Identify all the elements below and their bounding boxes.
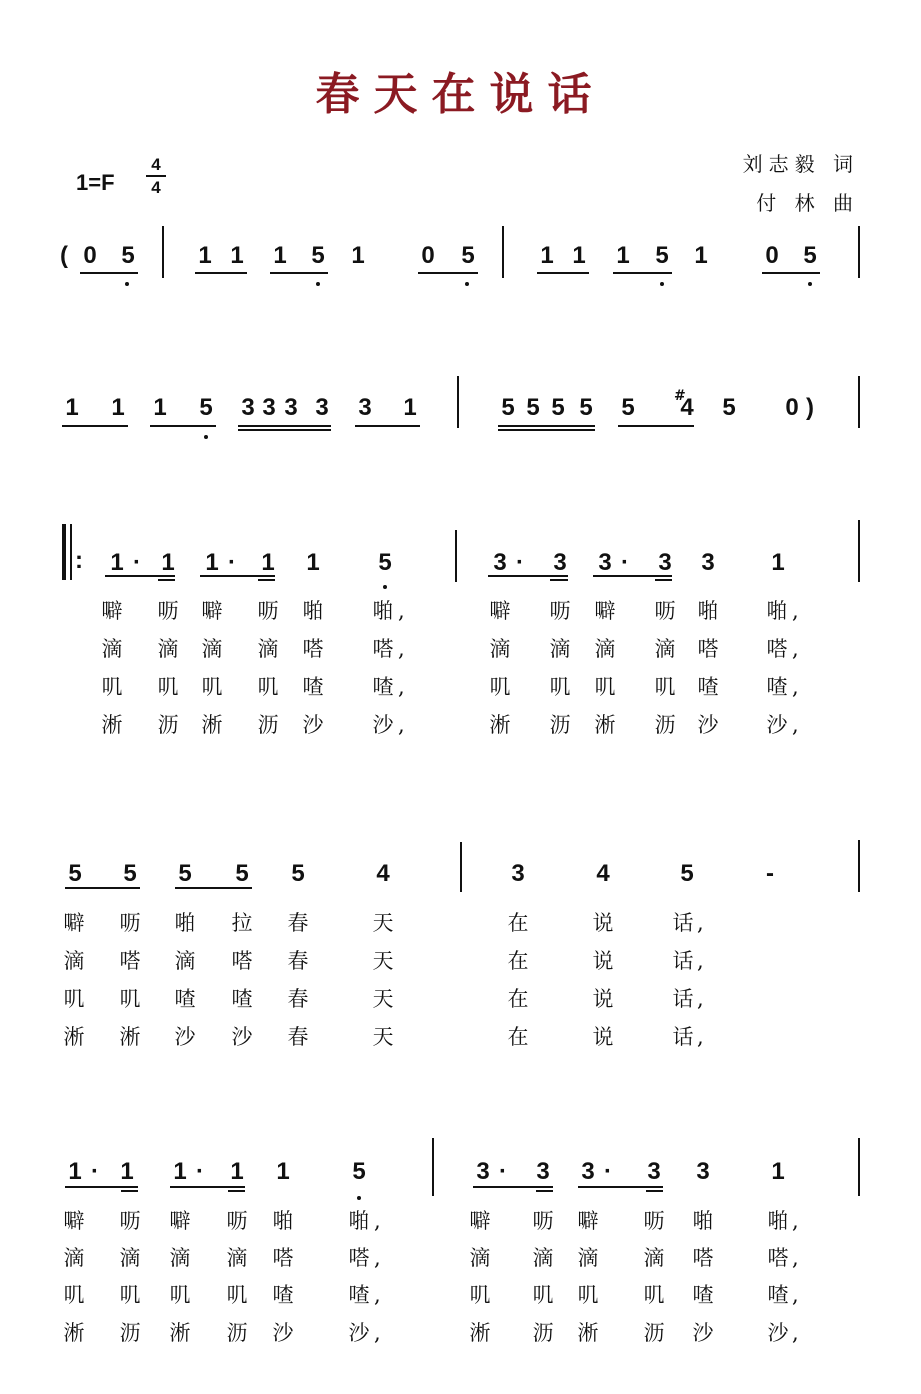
lyric-char: 叽 <box>257 675 279 699</box>
lyric-char: 嗒 <box>767 1246 789 1270</box>
lyric-char: 滴 <box>532 1246 554 1270</box>
intro-note: 1 <box>694 242 708 269</box>
lyric-char: 沙 <box>272 1321 294 1345</box>
intro-note: 1 <box>198 242 212 269</box>
lyric-comma: , <box>398 599 405 623</box>
lyric-char: 沙 <box>372 713 394 737</box>
key-signature: 1=F <box>76 170 115 195</box>
lyric-char: 淅 <box>489 713 511 737</box>
lyric-char: 淅 <box>594 713 616 737</box>
lyric-char: 滴 <box>257 637 279 661</box>
lyric-char: 沙 <box>692 1321 714 1345</box>
octave-dot <box>465 282 469 286</box>
sixteenth-underline <box>655 579 672 581</box>
lyric-char: 沙 <box>348 1321 370 1345</box>
intro-note: 1 <box>111 394 125 421</box>
lyric-char: 喳 <box>302 675 324 699</box>
bar-line <box>858 1138 860 1196</box>
intro-note: 1 <box>616 242 630 269</box>
verse-note: 1 <box>205 549 219 576</box>
intro-note: 5 <box>311 242 325 269</box>
sharp-sign: # <box>674 388 686 404</box>
lyric-char: 喳 <box>766 675 788 699</box>
lyric-char: 在 <box>507 987 529 1011</box>
composer-credit: 付 林 曲 <box>756 191 859 215</box>
intro-note: 5 <box>199 394 213 421</box>
intro-note: 1 <box>65 394 79 421</box>
verse-note: 3 <box>581 1158 595 1185</box>
intro-note: 5 <box>803 242 817 269</box>
verse-note: 1 <box>68 1158 82 1185</box>
song-title: 春天在说话 <box>315 69 606 120</box>
verse-note: · <box>516 549 524 576</box>
intro-note: 3 <box>241 394 255 421</box>
lyric-char: 沥 <box>119 1321 141 1345</box>
lyric-char: 叽 <box>549 675 571 699</box>
eighth-underline <box>195 272 247 274</box>
lyric-char: 淅 <box>577 1321 599 1345</box>
lyric-char: 啪 <box>302 599 324 623</box>
lyric-char: 喳 <box>767 1283 789 1307</box>
lyric-char: 沙 <box>697 713 719 737</box>
eighth-underline <box>175 887 252 889</box>
lyric-char: 说 <box>592 1025 614 1049</box>
eighth-underline <box>618 425 694 427</box>
verse-note: 3 <box>658 549 672 576</box>
lyric-char: 嗒 <box>692 1246 714 1270</box>
lyric-comma: , <box>792 675 799 699</box>
lyric-comma: , <box>792 637 799 661</box>
lyric-char: 沥 <box>643 1321 665 1345</box>
lyric-comma: , <box>374 1209 381 1233</box>
lyric-char: 啪 <box>348 1209 370 1233</box>
verse-note: 4 <box>376 860 390 887</box>
lyric-char: 淅 <box>63 1025 85 1049</box>
verse-note: 5 <box>291 860 305 887</box>
verse-note: 3 <box>553 549 567 576</box>
lyric-char: 说 <box>592 949 614 973</box>
lyric-char: 噼 <box>101 599 123 623</box>
verse-note: 4 <box>596 860 610 887</box>
eighth-underline <box>65 1186 138 1188</box>
intro-note: 1 <box>403 394 417 421</box>
lyric-comma: , <box>398 713 405 737</box>
lyric-char: 淅 <box>169 1321 191 1345</box>
intro-note: 1 <box>351 242 365 269</box>
eighth-underline <box>238 425 331 427</box>
lyric-char: 滴 <box>549 637 571 661</box>
lyric-char: 滴 <box>63 949 85 973</box>
lyric-char: 沙 <box>767 1321 789 1345</box>
lyric-char: 呖 <box>226 1209 248 1233</box>
verse-note: · <box>196 1158 204 1185</box>
verse-note: 3 <box>511 860 525 887</box>
lyric-char: 话 <box>672 949 694 973</box>
sixteenth-underline <box>498 429 595 431</box>
verse-note: 5 <box>352 1158 366 1185</box>
sixteenth-underline <box>228 1190 245 1192</box>
lyric-char: 滴 <box>63 1246 85 1270</box>
lyric-char: 滴 <box>169 1246 191 1270</box>
lyric-char: 叽 <box>119 1283 141 1307</box>
lyric-char: 噼 <box>201 599 223 623</box>
lyric-char: 话 <box>672 911 694 935</box>
lyric-char: 喳 <box>372 675 394 699</box>
intro-note: 0 <box>83 242 97 269</box>
verse-note: · <box>621 549 629 576</box>
verse-note: 1 <box>230 1158 244 1185</box>
eighth-underline <box>473 1186 553 1188</box>
lyric-char: 话 <box>672 1025 694 1049</box>
lyric-char: 嗒 <box>272 1246 294 1270</box>
bar-line <box>455 530 457 582</box>
lyric-char: 沙 <box>231 1025 253 1049</box>
lyric-char: 叽 <box>226 1283 248 1307</box>
octave-dot <box>316 282 320 286</box>
lyric-comma: , <box>697 987 704 1011</box>
octave-dot <box>383 585 387 589</box>
sixteenth-underline <box>646 1190 663 1192</box>
verse-note: 3 <box>701 549 715 576</box>
lyric-char: 叽 <box>469 1283 491 1307</box>
lyric-char: 春 <box>287 987 309 1011</box>
verse-note: · <box>604 1158 612 1185</box>
lyric-char: 沙 <box>174 1025 196 1049</box>
lyric-char: 沥 <box>549 713 571 737</box>
eighth-underline <box>65 887 140 889</box>
lyric-char: 喳 <box>231 987 253 1011</box>
lyric-char: 说 <box>592 987 614 1011</box>
intro-note: 5 <box>461 242 475 269</box>
verse-note: 1 <box>173 1158 187 1185</box>
eighth-underline <box>578 1186 663 1188</box>
lyric-char: 呖 <box>119 911 141 935</box>
lyric-char: 滴 <box>174 949 196 973</box>
intro-note: 5 <box>722 394 736 421</box>
lyric-comma: , <box>792 1321 799 1345</box>
lyric-char: 天 <box>372 1025 394 1049</box>
lyric-comma: , <box>792 1246 799 1270</box>
intro-note: 0 <box>421 242 435 269</box>
lyric-char: 呖 <box>654 599 676 623</box>
sixteenth-underline <box>121 1190 138 1192</box>
lyric-comma: , <box>374 1246 381 1270</box>
verse-note: 1 <box>306 549 320 576</box>
lyric-char: 春 <box>287 949 309 973</box>
lyric-comma: , <box>792 599 799 623</box>
lyric-char: 在 <box>507 949 529 973</box>
intro-note: 4 <box>680 394 694 421</box>
verse-note: 1 <box>120 1158 134 1185</box>
intro-note: 1 <box>230 242 244 269</box>
lyric-char: 滴 <box>594 637 616 661</box>
lyric-char: 啪 <box>692 1209 714 1233</box>
intro-note: 1 <box>540 242 554 269</box>
lyric-char: 滴 <box>643 1246 665 1270</box>
lyric-char: 啪 <box>174 911 196 935</box>
sixteenth-underline <box>258 579 275 581</box>
verse-note: 5 <box>680 860 694 887</box>
intro-note: 0 <box>785 394 799 421</box>
octave-dot <box>660 282 664 286</box>
lyricist-credit: 刘志毅 词 <box>742 152 859 176</box>
time-signature-line <box>146 175 166 177</box>
lyric-char: 春 <box>287 1025 309 1049</box>
lyric-char: 呖 <box>257 599 279 623</box>
lyric-char: 天 <box>372 911 394 935</box>
verse-note: · <box>228 549 236 576</box>
lyric-char: 春 <box>287 911 309 935</box>
lyric-char: 噼 <box>469 1209 491 1233</box>
lyric-char: 嗒 <box>766 637 788 661</box>
verse-note: 3 <box>536 1158 550 1185</box>
lyric-char: 嗒 <box>231 949 253 973</box>
lyric-char: 在 <box>507 911 529 935</box>
lyric-char: 呖 <box>549 599 571 623</box>
intro-note: 3 <box>358 394 372 421</box>
time-signature <box>146 156 166 196</box>
verse-note: 3 <box>647 1158 661 1185</box>
lyric-char: 嗒 <box>348 1246 370 1270</box>
verse-note: 1 <box>110 549 124 576</box>
lyric-char: 叽 <box>577 1283 599 1307</box>
intro-note: 5 <box>655 242 669 269</box>
intro-note: 5 <box>526 394 540 421</box>
verse-note: · <box>133 549 141 576</box>
lyric-char: 沙 <box>302 713 324 737</box>
lyric-char: 喳 <box>692 1283 714 1307</box>
eighth-underline <box>105 575 175 577</box>
eighth-underline <box>488 575 568 577</box>
lyric-char: 滴 <box>226 1246 248 1270</box>
verse-note: 5 <box>123 860 137 887</box>
lyric-char: 淅 <box>119 1025 141 1049</box>
lyric-char: 叽 <box>101 675 123 699</box>
eighth-underline <box>613 272 672 274</box>
bar-line <box>502 226 504 278</box>
lyric-char: 沥 <box>654 713 676 737</box>
bar-line <box>858 840 860 892</box>
eighth-underline <box>593 575 672 577</box>
lyric-char: 滴 <box>489 637 511 661</box>
repeat-start-thick <box>62 524 66 580</box>
lyric-char: 叽 <box>654 675 676 699</box>
lyric-char: 滴 <box>119 1246 141 1270</box>
lyric-char: 喳 <box>697 675 719 699</box>
intro-close-paren: ) <box>806 394 814 421</box>
lyric-char: 噼 <box>577 1209 599 1233</box>
verse-note: · <box>91 1158 99 1185</box>
octave-dot <box>125 282 129 286</box>
lyric-char: 啪 <box>697 599 719 623</box>
lyric-comma: , <box>792 1209 799 1233</box>
lyric-char: 噼 <box>489 599 511 623</box>
sixteenth-underline <box>238 429 331 431</box>
lyric-char: 叽 <box>643 1283 665 1307</box>
lyric-char: 叽 <box>169 1283 191 1307</box>
intro-note: 5 <box>501 394 515 421</box>
lyric-char: 呖 <box>532 1209 554 1233</box>
lyric-char: 喳 <box>174 987 196 1011</box>
intro-note: 5 <box>551 394 565 421</box>
lyric-char: 叽 <box>532 1283 554 1307</box>
lyric-char: 沥 <box>257 713 279 737</box>
lyric-char: 啪 <box>767 1209 789 1233</box>
eighth-underline <box>62 425 128 427</box>
intro-note: 3 <box>262 394 276 421</box>
eighth-underline <box>355 425 420 427</box>
verse-note: 1 <box>261 549 275 576</box>
lyric-char: 滴 <box>101 637 123 661</box>
lyric-char: 叽 <box>157 675 179 699</box>
lyric-char: 天 <box>372 949 394 973</box>
lyric-comma: , <box>398 637 405 661</box>
octave-dot <box>357 1196 361 1200</box>
lyric-char: 沥 <box>532 1321 554 1345</box>
lyric-char: 淅 <box>201 713 223 737</box>
repeat-start-thin <box>70 524 72 580</box>
lyric-char: 叽 <box>594 675 616 699</box>
intro-note: 5 <box>121 242 135 269</box>
intro-open-paren: ( <box>60 242 68 269</box>
verse-note: 5 <box>378 549 392 576</box>
lyric-char: 叽 <box>63 987 85 1011</box>
intro-note: 3 <box>284 394 298 421</box>
intro-note: 5 <box>579 394 593 421</box>
verse-note: 1 <box>276 1158 290 1185</box>
lyric-char: 滴 <box>157 637 179 661</box>
verse-note: - <box>766 860 774 887</box>
eighth-underline <box>200 575 275 577</box>
lyric-char: 啪 <box>766 599 788 623</box>
lyric-char: 叽 <box>63 1283 85 1307</box>
eighth-underline <box>170 1186 245 1188</box>
lyric-char: 啪 <box>272 1209 294 1233</box>
lyric-char: 嗒 <box>302 637 324 661</box>
lyric-char: 沥 <box>157 713 179 737</box>
lyric-char: 沥 <box>226 1321 248 1345</box>
lyric-char: 滴 <box>201 637 223 661</box>
lyric-char: 呖 <box>157 599 179 623</box>
lyric-char: 说 <box>592 911 614 935</box>
bar-line <box>460 842 462 892</box>
lyric-char: 淅 <box>469 1321 491 1345</box>
repeat-dots: : <box>75 547 83 574</box>
lyric-char: 滴 <box>654 637 676 661</box>
lyric-char: 嗒 <box>697 637 719 661</box>
bar-line <box>858 520 860 582</box>
lyric-char: 噼 <box>63 911 85 935</box>
lyric-char: 呖 <box>119 1209 141 1233</box>
lyric-comma: , <box>398 675 405 699</box>
lyric-char: 滴 <box>577 1246 599 1270</box>
eighth-underline <box>150 425 216 427</box>
verse-note: 5 <box>178 860 192 887</box>
verse-note: 1 <box>771 1158 785 1185</box>
eighth-underline <box>80 272 138 274</box>
verse-note: 3 <box>493 549 507 576</box>
lyric-char: 话 <box>672 987 694 1011</box>
verse-note: 1 <box>161 549 175 576</box>
bar-line <box>162 226 164 278</box>
lyric-char: 滴 <box>469 1246 491 1270</box>
lyric-char: 在 <box>507 1025 529 1049</box>
verse-note: 5 <box>68 860 82 887</box>
lyric-char: 喳 <box>272 1283 294 1307</box>
lyric-char: 天 <box>372 987 394 1011</box>
intro-note: 0 <box>765 242 779 269</box>
octave-dot <box>808 282 812 286</box>
verse-note: 3 <box>696 1158 710 1185</box>
intro-note: 1 <box>273 242 287 269</box>
time-signature-bottom: 4 <box>151 178 161 197</box>
lyric-char: 噼 <box>169 1209 191 1233</box>
verse-note: 3 <box>476 1158 490 1185</box>
sixteenth-underline <box>158 579 175 581</box>
eighth-underline <box>537 272 589 274</box>
lyric-comma: , <box>374 1283 381 1307</box>
intro-note: 5 <box>621 394 635 421</box>
verse-note: · <box>499 1158 507 1185</box>
lyric-comma: , <box>374 1321 381 1345</box>
bar-line <box>432 1138 434 1196</box>
octave-dot <box>204 435 208 439</box>
lyric-comma: , <box>697 911 704 935</box>
lyric-char: 喳 <box>348 1283 370 1307</box>
lyric-char: 嗒 <box>372 637 394 661</box>
lyric-char: 叽 <box>201 675 223 699</box>
lyric-char: 嗒 <box>119 949 141 973</box>
lyric-comma: , <box>697 1025 704 1049</box>
lyric-comma: , <box>697 949 704 973</box>
bar-line <box>858 376 860 428</box>
eighth-underline <box>418 272 478 274</box>
lyric-char: 叽 <box>119 987 141 1011</box>
lyric-char: 啪 <box>372 599 394 623</box>
lyric-char: 噼 <box>63 1209 85 1233</box>
lyric-char: 淅 <box>63 1321 85 1345</box>
intro-note: 3 <box>315 394 329 421</box>
eighth-underline <box>270 272 328 274</box>
lyric-char: 叽 <box>489 675 511 699</box>
sixteenth-underline <box>550 579 568 581</box>
bar-line <box>457 376 459 428</box>
verse-note: 3 <box>598 549 612 576</box>
lyric-comma: , <box>792 1283 799 1307</box>
lyric-char: 拉 <box>231 911 253 935</box>
lyric-char: 呖 <box>643 1209 665 1233</box>
verse-note: 5 <box>235 860 249 887</box>
lyric-char: 沙 <box>766 713 788 737</box>
eighth-underline <box>762 272 820 274</box>
lyric-char: 噼 <box>594 599 616 623</box>
eighth-underline <box>498 425 595 427</box>
bar-line <box>858 226 860 278</box>
verse-note: 1 <box>771 549 785 576</box>
lyric-char: 淅 <box>101 713 123 737</box>
time-signature-top: 4 <box>151 155 161 174</box>
lyric-comma: , <box>792 713 799 737</box>
sixteenth-underline <box>536 1190 553 1192</box>
intro-note: 1 <box>153 394 167 421</box>
intro-note: 1 <box>572 242 586 269</box>
